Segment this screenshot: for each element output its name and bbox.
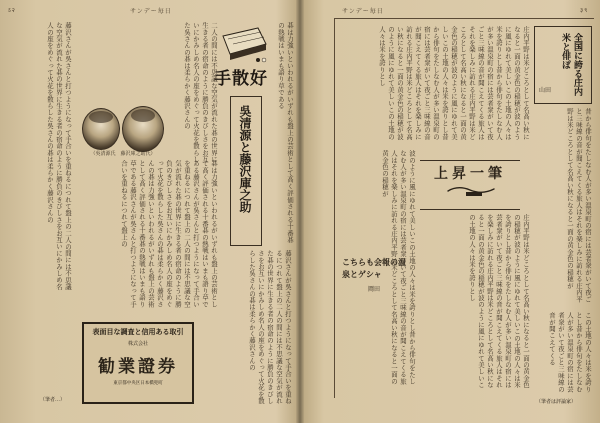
page-number-right: ३९ [580, 7, 589, 14]
advertisement-box [82, 322, 194, 404]
frame-top-rule [334, 18, 594, 19]
ad-company-name: 勧業證券 [98, 357, 178, 377]
pen-illustration [446, 183, 496, 197]
body-text-right-b: 昔から俳句をたしなむ人が多い温泉町の宿には芸者衆がいて夜ごと三味線の音が聞こえてくる旅人はそれを楽しみに訪れる庄内平野は米どころとして名高い秋になると一面の黄金色の稲穂が [566, 108, 592, 303]
column-box-2-title: こちらも会報の温泉とゲシャ [342, 257, 406, 279]
body-text-left-a: 藤沢さんが吳さんと打つようになって手合いを重ねるにつれて盤上の二人の間には不思議な空気が流れた碁の世界に生きる者の宿命のように勝負のきびしさをお互いにかみしめ名人の座をめぐって火花を散らした吳さんの碁は柔らかく藤沢さんの [46, 22, 72, 291]
body-text-right-a: 庄内平野は米どころとして名高い秋になると一面の黄金色の稲穂が波のように風にゆれて美しいこの土地の人々は米を誇りとし昔から俳句をたしなむ人が多い温泉町の宿には芸者衆がいて夜ごと三味線の音が聞こえてくる旅人はそれを楽しみに訪れる庄内平野は米どころとして名高い秋になると一面の黄金色の稲穂が波のように風にゆれて美しいこの土地の人々は米を誇りとし昔から俳句をたしなむ人が多い温泉町の宿には芸者衆がいて夜ごと三味線の音が聞こえてくる旅人はそれを楽しみに訪れる庄内平野は米どころとして名高い秋になると一面の黄金色の稲穂が波のように風にゆれて美しいこの土地の人々は米を誇りとし [378, 26, 530, 140]
frame-left-rule [334, 18, 335, 398]
portrait-photo-2 [122, 106, 164, 152]
running-head-left: サンデー毎日 [130, 8, 172, 15]
body-text-right-c: 波のように風にゆれて美しいこの土地の人々は米を誇りとし昔から俳句をたしなむ人が多い温泉町の宿には芸者衆がいて夜ごと三味線の音が聞こえてくる旅人はそれを楽しみに訪れる庄内平野は米どころとして名高い秋になると一面の黄金色の稲穂が [381, 150, 416, 385]
names-heading: 吳清源と藤沢庫之助 [238, 105, 252, 213]
left-page [0, 0, 298, 423]
signature-left: （筆者…） [40, 397, 66, 403]
ad-top-line: 表面目な調査と信用ある取引 [92, 327, 184, 336]
column-box-1-title: 全国に誇る庄内米と俳ぽ [560, 33, 582, 96]
signature-right: （筆者は評論家） [536, 399, 577, 405]
body-text-left-c: 二人の間には不思議な空気が流れた碁の世界に生きる者の宿命のように勝負のきびしさをお互いにかみしめ名人の座をめぐって火花を散らした吳さんの碁は柔らかく藤沢さんの [183, 22, 218, 163]
body-text-right-e: この土地の人々は米を誇りとし昔から俳句をたしなむ人が多い温泉町の宿には芸者衆がいて夜ごと三味線の音が聞こえてくる [548, 312, 592, 393]
column-box-2 [342, 256, 408, 302]
body-text-right-d: 庄内平野は米どころとして名高い秋になると一面の黄金色の稲穂が波のように風にゆれて美しいこの土地の人々は米を誇りとし昔から俳句をたしなむ人が多い温泉町の宿には芸者衆がいて夜ごと三味線の音が聞こえてくる旅人はそれを楽しみに訪れる庄内平野は米どころとして名高い秋になると一面の黄金色の稲穂が波のように風にゆれて美しいこの土地の人々は米を誇りとし [468, 214, 530, 389]
body-text-left-e: 碁は力強いといわれるがいずれも盤上の芸術として高く評価される十番碁の熱戦はいまも語り草である [277, 22, 294, 244]
photo-caption: （吳清源氏 藤沢庫之助氏） [90, 151, 156, 157]
ad-address: 東京都中央区日本橋兜町 [113, 381, 163, 386]
names-box [230, 96, 262, 246]
portrait-photo-1 [82, 108, 120, 150]
page-number-left: ऽ२ [8, 7, 16, 14]
banner-box [420, 160, 520, 210]
banner-title: 上昇一筆 [434, 166, 506, 182]
column-box-1-byline: 山田 [539, 87, 552, 94]
body-text-left-b: 碁は力強いといわれるがいずれも盤上の芸術として高く評価される十番碁の熱戦はいまも語り草である藤沢さんが吳さんと打つようになって手合いを重ねるにつれて盤上の二人の間には不思議な空気が流れた碁の世界に生きる者の宿命のように勝負のきびしさをお互いにかみしめ名人の座をめぐって火花を散らした吳さんの碁は柔らかく藤沢さんの碁は力強いといわれるがいずれも盤上の芸術として高く評価される十番碁の熱戦はいまも語り草である藤沢さんが吳さんと打つようになって手合いを重ねるにつれて盤上の [120, 160, 218, 308]
running-head-right: サンデー毎日 [342, 8, 384, 15]
column-box-1 [534, 26, 592, 104]
right-page [302, 0, 600, 423]
body-text-left-d: 藤沢さんが吳さんと打つようになって手合いを重ねるにつれて盤上の二人の間には不思議な空気が流れた碁の世界に生きる者の宿命のように勝負のきびしさをお互いにかみしめ名人の座をめぐって火花を散らした吳さんの碁は柔らかく藤沢さんの [248, 250, 292, 405]
ad-sub-line: 株式会社 [127, 341, 148, 347]
feature-title: 手散好 [214, 69, 268, 89]
column-box-2-byline: 岡田 [368, 286, 381, 293]
go-board-illustration [218, 24, 268, 64]
